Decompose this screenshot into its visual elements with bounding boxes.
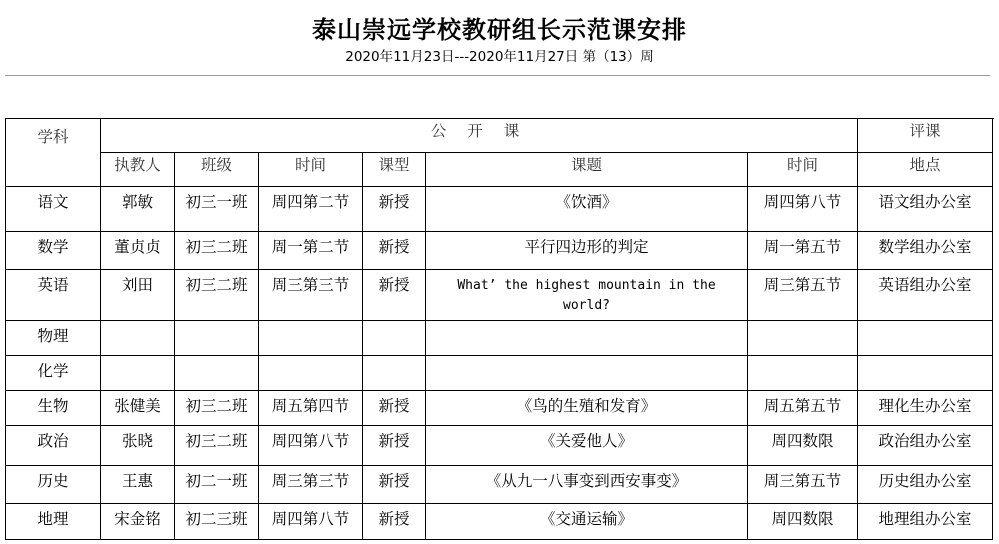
cell-location-text: 历史组办公室 (878, 472, 972, 490)
cell-teacher (101, 187, 175, 232)
cell-teacher (101, 426, 175, 466)
date-range-subtitle: 2020年11月23日---2020年11月27日 第（13）周 (345, 49, 654, 65)
cell-type-text: 新授 (378, 238, 410, 256)
cell-subject-text: 政治 (37, 432, 69, 450)
cell-class (175, 321, 259, 356)
cell-location-text: 理化生办公室 (878, 397, 972, 415)
cell-eval-time-text: 周四数限 (771, 510, 834, 528)
page-title: 泰山崇远学校教研组长示范课安排 (312, 15, 687, 44)
cell-location (858, 270, 993, 321)
cell-type-text: 新授 (378, 472, 410, 490)
cell-location-text: 数学组办公室 (878, 238, 972, 256)
cell-subject (6, 504, 101, 540)
cell-time (259, 504, 363, 540)
cell-time-text: 周三第三节 (271, 276, 350, 294)
cell-location (858, 321, 993, 356)
cell-type-text: 新授 (378, 510, 410, 528)
cell-time-text: 周五第四节 (271, 397, 350, 415)
cell-eval-time (748, 187, 858, 232)
cell-teacher-text: 张健美 (114, 397, 161, 415)
cell-topic (426, 187, 748, 232)
cell-time (259, 391, 363, 426)
table-row (6, 321, 993, 356)
cell-topic-text: What’ the highest mountain in the world? (457, 278, 716, 313)
cell-time (259, 356, 363, 391)
cell-location-text (858, 321, 992, 326)
cell-location-text: 地理组办公室 (878, 510, 972, 528)
cell-teacher (101, 356, 175, 391)
cell-class-text: 初二三班 (185, 510, 248, 528)
cell-class-text: 初三二班 (185, 432, 248, 450)
cell-subject (6, 426, 101, 466)
cell-type-text: 新授 (378, 397, 410, 415)
cell-topic-text: 《交通运输》 (539, 510, 633, 528)
table-row (6, 356, 993, 391)
cell-eval-time (748, 391, 858, 426)
table-row (6, 232, 993, 270)
cell-time (259, 270, 363, 321)
cell-type (363, 187, 426, 232)
cell-subject (6, 321, 101, 356)
cell-teacher (101, 466, 175, 504)
cell-type-text: 新授 (378, 276, 410, 294)
cell-type (363, 426, 426, 466)
cell-topic (426, 321, 748, 356)
cell-location-text (858, 356, 992, 361)
open-class-header-label: 公 开 课 (430, 122, 528, 140)
evaluation-header: 评课 (858, 119, 993, 153)
cell-eval-time (748, 426, 858, 466)
cell-class (175, 466, 259, 504)
table-row (6, 466, 993, 504)
cell-class (175, 504, 259, 540)
cell-type-text: 新授 (378, 432, 410, 450)
cell-time (259, 232, 363, 270)
cell-type (363, 504, 426, 540)
cell-subject-text: 生物 (37, 397, 69, 415)
cell-location (858, 356, 993, 391)
cell-subject (6, 187, 101, 232)
topic-header: 课题 (426, 153, 748, 187)
cell-class-text: 初三一班 (185, 193, 248, 211)
cell-time (259, 466, 363, 504)
cell-class-text: 初三二班 (185, 238, 248, 256)
cell-type (363, 391, 426, 426)
cell-subject-text: 化学 (37, 362, 69, 380)
cell-type (363, 232, 426, 270)
cell-class (175, 232, 259, 270)
cell-type-text (363, 321, 425, 326)
cell-topic (426, 391, 748, 426)
table-row (6, 270, 993, 321)
cell-time-text: 周三第三节 (271, 472, 350, 490)
cell-location (858, 232, 993, 270)
cell-topic-text: 《饮酒》 (555, 193, 618, 211)
cell-location (858, 466, 993, 504)
cell-time-text: 周四第八节 (271, 432, 350, 450)
cell-topic-text (426, 321, 747, 326)
cell-subject-text: 地理 (37, 510, 69, 528)
cell-subject-text: 物理 (37, 327, 69, 345)
cell-class-text: 初三二班 (185, 397, 248, 415)
cell-teacher (101, 232, 175, 270)
cell-teacher-text: 董贞贞 (114, 238, 161, 256)
cell-class-text (175, 356, 258, 361)
cell-subject-text: 语文 (37, 193, 69, 211)
subject-header: 学科 (6, 119, 101, 187)
cell-class (175, 270, 259, 321)
cell-eval-time (748, 232, 858, 270)
location-header: 地点 (858, 153, 993, 187)
cell-time-text: 周一第二节 (271, 238, 350, 256)
table-row (6, 504, 993, 540)
table-row (6, 391, 993, 426)
cell-eval-time (748, 270, 858, 321)
eval-time-header: 时间 (748, 153, 858, 187)
cell-time (259, 426, 363, 466)
cell-time (259, 321, 363, 356)
cell-class-text: 初三二班 (185, 276, 248, 294)
cell-teacher (101, 504, 175, 540)
cell-teacher-text: 郭敏 (121, 193, 153, 211)
cell-topic-text: 平行四边形的判定 (524, 238, 649, 256)
cell-teacher-text (101, 321, 174, 326)
cell-time-text (259, 356, 362, 361)
cell-class (175, 391, 259, 426)
cell-eval-time-text: 周四第八节 (763, 193, 842, 211)
cell-time-text: 周四第八节 (271, 510, 350, 528)
cell-eval-time-text: 周一第五节 (763, 238, 842, 256)
cell-type (363, 321, 426, 356)
cell-eval-time-text (748, 356, 857, 361)
cell-eval-time-text: 周三第五节 (763, 276, 842, 294)
cell-teacher (101, 270, 175, 321)
header-row-sub (6, 153, 993, 187)
cell-subject (6, 391, 101, 426)
cell-eval-time (748, 321, 858, 356)
cell-topic-text (426, 356, 747, 361)
cell-topic (426, 232, 748, 270)
cell-location (858, 426, 993, 466)
cell-eval-time-text: 周四数限 (771, 432, 834, 450)
time-header: 时间 (259, 153, 363, 187)
cell-type (363, 356, 426, 391)
cell-topic (426, 466, 748, 504)
cell-subject-text: 英语 (37, 276, 69, 294)
cell-location (858, 391, 993, 426)
cell-class (175, 356, 259, 391)
cell-subject (6, 232, 101, 270)
cell-subject (6, 466, 101, 504)
teacher-header: 执教人 (101, 153, 175, 187)
cell-subject-text: 数学 (37, 238, 69, 256)
class-header: 班级 (175, 153, 259, 187)
cell-subject-text: 历史 (37, 472, 69, 490)
cell-topic (426, 356, 748, 391)
cell-class (175, 426, 259, 466)
cell-teacher (101, 391, 175, 426)
cell-class-text (175, 321, 258, 326)
open-class-header (101, 119, 858, 153)
cell-type-text: 新授 (378, 193, 410, 211)
cell-time (259, 187, 363, 232)
cell-subject (6, 270, 101, 321)
cell-location-text: 语文组办公室 (878, 193, 972, 211)
schedule-table (5, 118, 993, 540)
cell-time-text (259, 321, 362, 326)
header-divider (5, 75, 990, 76)
header-row-top (6, 119, 993, 153)
cell-eval-time (748, 504, 858, 540)
cell-topic-text: 《鸟的生殖和发育》 (516, 397, 657, 415)
cell-topic-text: 《从九一八事变到西安事变》 (485, 472, 688, 490)
cell-location (858, 187, 993, 232)
cell-type-text (363, 356, 425, 361)
cell-teacher-text: 张晓 (121, 432, 153, 450)
cell-location (858, 504, 993, 540)
cell-location-text: 英语组办公室 (878, 276, 972, 294)
cell-teacher-text: 刘田 (121, 276, 153, 294)
cell-class-text: 初二一班 (185, 472, 248, 490)
cell-teacher (101, 321, 175, 356)
cell-topic (426, 504, 748, 540)
cell-eval-time-text: 周三第五节 (763, 472, 842, 490)
cell-topic-text: 《关爱他人》 (539, 432, 633, 450)
cell-eval-time (748, 466, 858, 504)
cell-time-text: 周四第二节 (271, 193, 350, 211)
cell-location-text: 政治组办公室 (878, 432, 972, 450)
cell-type (363, 270, 426, 321)
cell-teacher-text: 王惠 (121, 472, 153, 490)
cell-eval-time-text: 周五第五节 (763, 397, 842, 415)
cell-type (363, 466, 426, 504)
cell-teacher-text (101, 356, 174, 361)
cell-teacher-text: 宋金铭 (114, 510, 161, 528)
cell-class (175, 187, 259, 232)
table-row (6, 187, 993, 232)
cell-topic (426, 270, 748, 321)
cell-subject (6, 356, 101, 391)
table-row (6, 426, 993, 466)
cell-topic (426, 426, 748, 466)
type-header: 课型 (363, 153, 426, 187)
cell-eval-time-text (748, 321, 857, 326)
cell-eval-time (748, 356, 858, 391)
